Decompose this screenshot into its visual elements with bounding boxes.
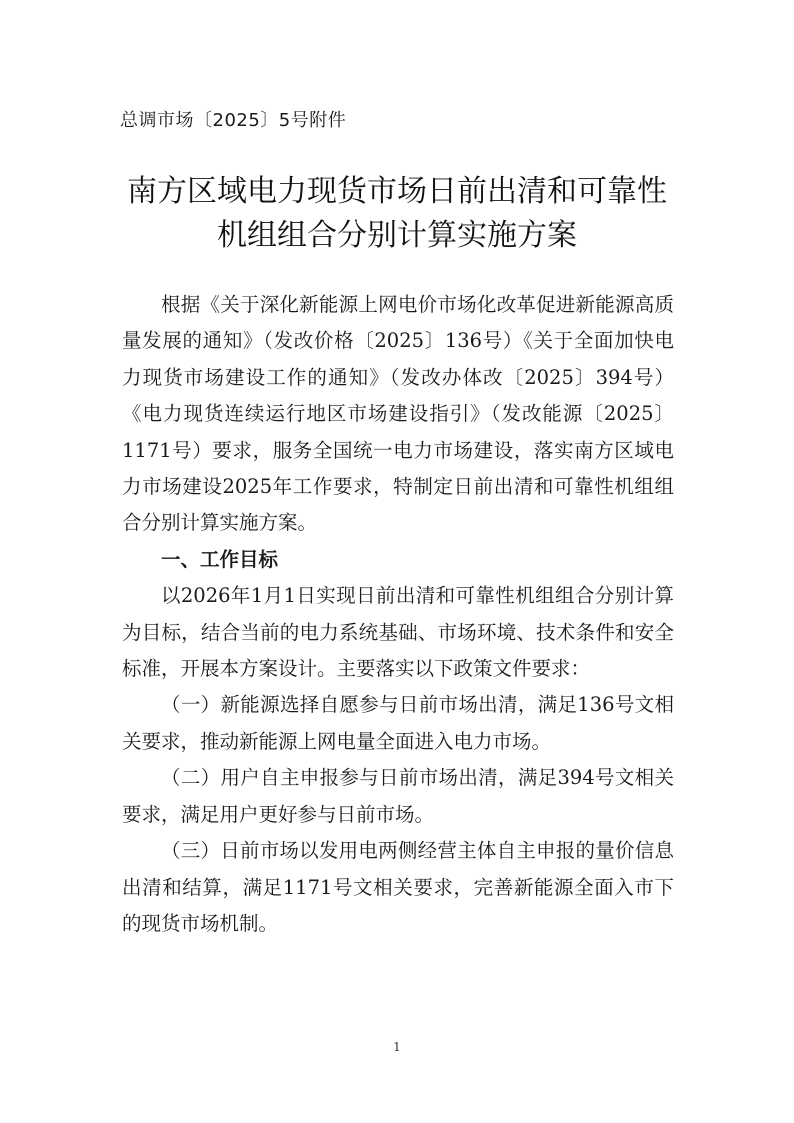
section-paragraph: 以2026年1月1日实现日前出清和可靠性机组组合分别计算为目标，结合当前的电力系统基础、市场环境、技术条件和安全标准，开展本方案设计。主要落实以下政策文件要求： xyxy=(122,584,674,681)
section-heading: 一、工作目标 xyxy=(161,547,279,571)
document-body xyxy=(122,287,674,942)
title-line-2: 机组组合分别计算实施方案 xyxy=(217,218,577,253)
list-item: （二）用户自主申报参与日前市场出清，满足394号文相关要求，满足用户更好参与日前市场。 xyxy=(122,766,674,826)
list-item: （一）新能源选择自愿参与日前市场出清，满足136号文相关要求，推动新能源上网电量全面进入电力市场。 xyxy=(122,693,674,753)
attachment-label: 总调市场〔2025〕5号附件 xyxy=(120,110,347,131)
document-title xyxy=(0,170,794,258)
intro-paragraph: 根据《关于深化新能源上网电价市场化改革促进新能源高质量发展的通知》（发改价格〔2025〕136号）《关于全面加快电力现货市场建设工作的通知》（发改办体改〔2025〕394号）《电力现货连续运行地区市场建设指引》（发改能源〔2025〕1171号）要求，服务全国统一电力市场建设，落实南方区域电力市场建设2025年工作要求，特制定日前出清和可靠性机组组合分别计算实施方案。 xyxy=(122,293,674,535)
page-number: 1 xyxy=(393,1040,401,1054)
list-item: （三）日前市场以发用电两侧经营主体自主申报的量价信息出清和结算，满足1171号文相关要求，完善新能源全面入市下的现货市场机制。 xyxy=(122,839,674,935)
title-line-1: 南方区域电力现货市场日前出清和可靠性 xyxy=(127,174,667,209)
